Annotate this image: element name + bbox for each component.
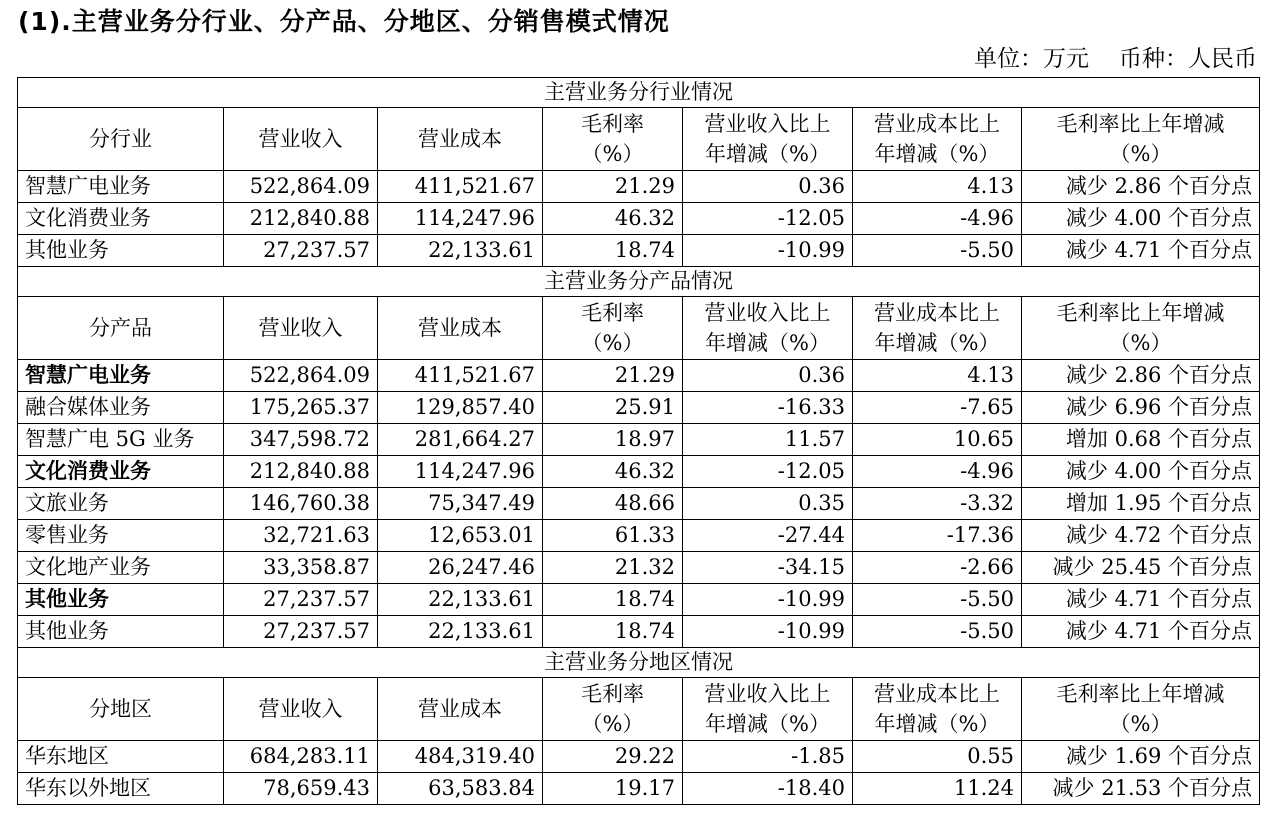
cell-margin: 21.29: [543, 360, 683, 392]
table-row: [18, 424, 1260, 456]
header-revenue-change: [683, 297, 853, 360]
cell-revenue: 522,864.09: [224, 360, 378, 392]
row-name: 其他业务: [18, 616, 224, 648]
header-revenue-change-line2: 年增减（%）: [705, 331, 830, 355]
row-name: 文化消费业务: [18, 456, 224, 488]
row-name: 其他业务: [18, 584, 224, 616]
header-margin-line1: 毛利率: [581, 682, 644, 706]
header-margin-change: [1022, 678, 1260, 741]
table-row: [18, 392, 1260, 424]
cell-cost-change: -4.96: [853, 203, 1022, 235]
header-margin-line1: 毛利率: [581, 112, 644, 136]
header-revenue: 营业收入: [224, 678, 378, 741]
header-margin-line2: （%）: [581, 712, 644, 736]
cell-margin-change: 减少 21.53 个百分点: [1022, 773, 1260, 805]
cell-margin-change: 减少 4.71 个百分点: [1022, 235, 1260, 267]
cell-cost: 75,347.49: [378, 488, 543, 520]
cell-revenue: 78,659.43: [224, 773, 378, 805]
section-title: 主营业务分产品情况: [18, 267, 1260, 297]
cell-revenue-change: -10.99: [683, 616, 853, 648]
unit-line: [974, 40, 1257, 73]
table-row: [18, 171, 1260, 203]
cell-cost: 26,247.46: [378, 552, 543, 584]
header-margin: [543, 297, 683, 360]
header-cost-change-line1: 营业成本比上: [874, 301, 1000, 325]
cell-margin: 25.91: [543, 392, 683, 424]
header-margin-change-line1: 毛利率比上年增减: [1056, 301, 1225, 325]
business-table: [17, 77, 1260, 805]
header-cost-change-line1: 营业成本比上: [874, 112, 1000, 136]
cell-margin-change: 减少 6.96 个百分点: [1022, 392, 1260, 424]
page-title: (1).主营业务分行业、分产品、分地区、分销售模式情况: [18, 7, 670, 36]
cell-cost: 411,521.67: [378, 360, 543, 392]
header-cost-change-line1: 营业成本比上: [874, 682, 1000, 706]
table-row: [18, 616, 1260, 648]
table-row: [18, 773, 1260, 805]
header-revenue-change-line1: 营业收入比上: [704, 682, 831, 706]
cell-margin: 18.74: [543, 584, 683, 616]
cell-revenue: 146,760.38: [224, 488, 378, 520]
cell-revenue: 33,358.87: [224, 552, 378, 584]
cell-revenue: 27,237.57: [224, 584, 378, 616]
table-row: [18, 488, 1260, 520]
cell-cost: 281,664.27: [378, 424, 543, 456]
header-revenue-change-line2: 年增减（%）: [705, 712, 830, 736]
header-cost-change: [853, 297, 1022, 360]
cell-revenue-change: -18.40: [683, 773, 853, 805]
cell-margin: 46.32: [543, 203, 683, 235]
header-revenue-change-line1: 营业收入比上: [704, 301, 831, 325]
cell-revenue-change: 11.57: [683, 424, 853, 456]
row-name: 文化消费业务: [18, 203, 224, 235]
header-margin-line2: （%）: [581, 331, 644, 355]
cell-cost-change: -2.66: [853, 552, 1022, 584]
cell-margin-change: 减少 1.69 个百分点: [1022, 741, 1260, 773]
cell-revenue-change: -10.99: [683, 584, 853, 616]
cell-cost: 22,133.61: [378, 584, 543, 616]
header-margin-change-line1: 毛利率比上年增减: [1056, 682, 1225, 706]
cell-margin: 48.66: [543, 488, 683, 520]
cell-margin-change: 增加 0.68 个百分点: [1022, 424, 1260, 456]
header-cost: 营业成本: [378, 297, 543, 360]
cell-cost-change: -3.32: [853, 488, 1022, 520]
cell-margin: 21.32: [543, 552, 683, 584]
cell-revenue-change: -27.44: [683, 520, 853, 552]
cell-revenue-change: 0.35: [683, 488, 853, 520]
section-title-row: [18, 648, 1260, 678]
cell-cost-change: 10.65: [853, 424, 1022, 456]
cell-revenue-change: 0.36: [683, 171, 853, 203]
row-name: 文化地产业务: [18, 552, 224, 584]
header-category: 分产品: [18, 297, 224, 360]
cell-cost: 12,653.01: [378, 520, 543, 552]
cell-cost: 22,133.61: [378, 616, 543, 648]
cell-margin: 21.29: [543, 171, 683, 203]
row-name: 文旅业务: [18, 488, 224, 520]
section-title: 主营业务分地区情况: [18, 648, 1260, 678]
cell-revenue: 27,237.57: [224, 235, 378, 267]
cell-revenue-change: -1.85: [683, 741, 853, 773]
header-margin-change-line2: （%）: [1109, 142, 1172, 166]
header-revenue-change: [683, 108, 853, 171]
cell-revenue-change: -12.05: [683, 203, 853, 235]
cell-revenue-change: -34.15: [683, 552, 853, 584]
table-row: [18, 584, 1260, 616]
header-margin-line1: 毛利率: [581, 301, 644, 325]
cell-revenue-change: -16.33: [683, 392, 853, 424]
cell-margin-change: 减少 2.86 个百分点: [1022, 360, 1260, 392]
cell-cost: 22,133.61: [378, 235, 543, 267]
cell-revenue: 522,864.09: [224, 171, 378, 203]
cell-margin: 18.74: [543, 235, 683, 267]
header-margin-change-line1: 毛利率比上年增减: [1056, 112, 1225, 136]
row-name: 融合媒体业务: [18, 392, 224, 424]
cell-cost-change: -17.36: [853, 520, 1022, 552]
header-cost-change-line2: 年增减（%）: [874, 331, 1000, 355]
row-name: 智慧广电业务: [18, 171, 224, 203]
cell-margin-change: 减少 4.00 个百分点: [1022, 203, 1260, 235]
cell-margin: 46.32: [543, 456, 683, 488]
header-margin-change: [1022, 297, 1260, 360]
cell-margin-change: 减少 4.71 个百分点: [1022, 584, 1260, 616]
header-cost: 营业成本: [378, 108, 543, 171]
cell-revenue: 684,283.11: [224, 741, 378, 773]
cell-cost-change: 11.24: [853, 773, 1022, 805]
cell-revenue: 212,840.88: [224, 203, 378, 235]
header-revenue: 营业收入: [224, 108, 378, 171]
header-margin-change: [1022, 108, 1260, 171]
header-cost-change: [853, 108, 1022, 171]
row-name: 零售业务: [18, 520, 224, 552]
cell-revenue-change: 0.36: [683, 360, 853, 392]
cell-cost-change: -5.50: [853, 616, 1022, 648]
cell-cost-change: -4.96: [853, 456, 1022, 488]
cell-revenue: 347,598.72: [224, 424, 378, 456]
header-margin-change-line2: （%）: [1109, 331, 1172, 355]
cell-revenue: 212,840.88: [224, 456, 378, 488]
cell-cost-change: 4.13: [853, 360, 1022, 392]
header-revenue-change-line2: 年增减（%）: [705, 142, 830, 166]
cell-cost: 484,319.40: [378, 741, 543, 773]
header-cost-change-line2: 年增减（%）: [874, 712, 1000, 736]
header-margin: [543, 108, 683, 171]
cell-revenue: 32,721.63: [224, 520, 378, 552]
cell-margin-change: 增加 1.95 个百分点: [1022, 488, 1260, 520]
cell-margin: 19.17: [543, 773, 683, 805]
row-name: 华东以外地区: [18, 773, 224, 805]
header-revenue-change-line1: 营业收入比上: [704, 112, 831, 136]
section-title: 主营业务分行业情况: [18, 78, 1260, 108]
cell-cost-change: -7.65: [853, 392, 1022, 424]
header-row: [18, 678, 1260, 741]
cell-revenue: 27,237.57: [224, 616, 378, 648]
cell-margin-change: 减少 2.86 个百分点: [1022, 171, 1260, 203]
cell-margin: 18.74: [543, 616, 683, 648]
header-margin-line2: （%）: [581, 142, 644, 166]
cell-revenue-change: -10.99: [683, 235, 853, 267]
table-row: [18, 235, 1260, 267]
cell-margin: 18.97: [543, 424, 683, 456]
cell-cost-change: -5.50: [853, 584, 1022, 616]
cell-revenue: 175,265.37: [224, 392, 378, 424]
cell-cost: 411,521.67: [378, 171, 543, 203]
cell-cost: 129,857.40: [378, 392, 543, 424]
cell-margin-change: 减少 4.00 个百分点: [1022, 456, 1260, 488]
unit-label: 单位：万元: [974, 46, 1089, 72]
table-row: [18, 552, 1260, 584]
section-title-row: [18, 267, 1260, 297]
cell-revenue-change: -12.05: [683, 456, 853, 488]
header-category: 分地区: [18, 678, 224, 741]
cell-margin-change: 减少 4.72 个百分点: [1022, 520, 1260, 552]
header-margin-change-line2: （%）: [1109, 712, 1172, 736]
header-cost-change: [853, 678, 1022, 741]
table-row: [18, 520, 1260, 552]
cell-margin-change: 减少 25.45 个百分点: [1022, 552, 1260, 584]
cell-margin: 61.33: [543, 520, 683, 552]
header-revenue: 营业收入: [224, 297, 378, 360]
cell-cost: 114,247.96: [378, 203, 543, 235]
section-title-row: [18, 78, 1260, 108]
cell-margin: 29.22: [543, 741, 683, 773]
row-name: 智慧广电业务: [18, 360, 224, 392]
header-row: [18, 297, 1260, 360]
cell-cost-change: 4.13: [853, 171, 1022, 203]
cell-cost-change: -5.50: [853, 235, 1022, 267]
table-row: [18, 360, 1260, 392]
cell-margin-change: 减少 4.71 个百分点: [1022, 616, 1260, 648]
header-margin: [543, 678, 683, 741]
header-revenue-change: [683, 678, 853, 741]
header-cost: 营业成本: [378, 678, 543, 741]
row-name: 华东地区: [18, 741, 224, 773]
cell-cost: 63,583.84: [378, 773, 543, 805]
cell-cost-change: 0.55: [853, 741, 1022, 773]
cell-cost: 114,247.96: [378, 456, 543, 488]
currency-label: 币种：人民币: [1119, 46, 1257, 72]
header-cost-change-line2: 年增减（%）: [874, 142, 1000, 166]
table-row: [18, 741, 1260, 773]
table-row: [18, 203, 1260, 235]
row-name: 智慧广电 5G 业务: [18, 424, 224, 456]
header-row: [18, 108, 1260, 171]
table-row: [18, 456, 1260, 488]
row-name: 其他业务: [18, 235, 224, 267]
header-category: 分行业: [18, 108, 224, 171]
